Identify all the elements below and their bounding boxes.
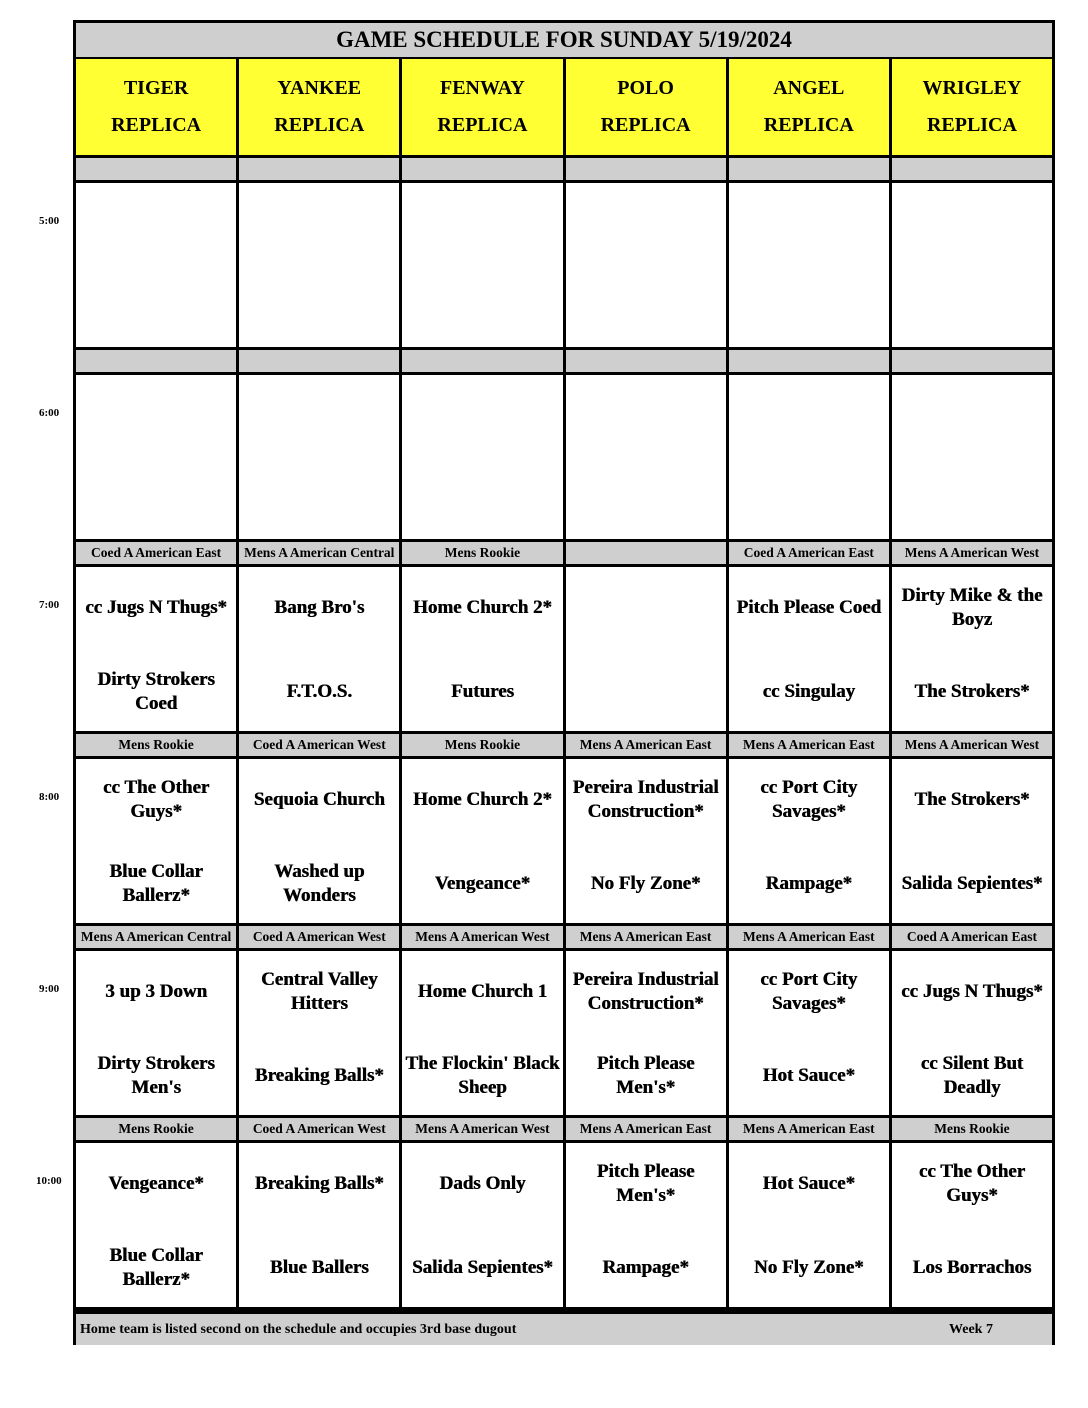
game-row [76, 183, 1052, 347]
away-team [894, 389, 1050, 443]
game-cell [76, 567, 239, 731]
division-label: Mens A American East [729, 926, 892, 948]
home-team: Rampage* [602, 1257, 689, 1278]
field-sub: REPLICA [274, 114, 365, 136]
division-label: Mens A American East [729, 1118, 892, 1140]
game-cell [729, 951, 892, 1115]
field-name: WRIGLEY [922, 77, 1022, 99]
division-label [892, 350, 1052, 372]
division-label [566, 158, 729, 180]
game-cell [892, 183, 1052, 347]
away-team: cc Port City Savages* [760, 777, 858, 822]
game-cell [566, 375, 729, 539]
game-cell [239, 567, 402, 731]
time-label: 7:00 [39, 599, 60, 611]
game-cell [729, 1143, 892, 1307]
division-label [76, 158, 239, 180]
away-team: Pereira Industrial Construction* [572, 777, 719, 822]
time-slot-block [76, 347, 1052, 539]
away-team [731, 197, 887, 251]
home-team [404, 473, 560, 527]
away-team [78, 197, 234, 251]
away-team [78, 389, 234, 443]
away-team [404, 197, 560, 251]
game-cell [239, 375, 402, 539]
home-team [894, 281, 1050, 335]
game-cell [729, 567, 892, 731]
away-team: Home Church 2* [412, 597, 552, 618]
game-row [76, 567, 1052, 731]
time-label: 10:00 [36, 1175, 62, 1187]
division-label [729, 350, 892, 372]
division-label: Mens A American East [566, 734, 729, 756]
game-cell [76, 951, 239, 1115]
home-team: F.T.O.S. [286, 681, 352, 702]
field-header [729, 59, 892, 155]
away-team [731, 389, 887, 443]
away-team: Pitch Please Men's* [596, 1161, 695, 1206]
field-sub: REPLICA [926, 114, 1017, 136]
schedule-footer [76, 1311, 1052, 1345]
home-team: Salida Sepientes* [411, 1257, 553, 1278]
field-sub: REPLICA [111, 114, 202, 136]
time-label: 6:00 [39, 407, 60, 419]
game-cell [402, 375, 565, 539]
away-team: cc Jugs N Thugs* [901, 981, 1043, 1002]
game-cell [566, 567, 729, 731]
home-team [568, 281, 724, 335]
time-slot-block [76, 539, 1052, 731]
division-label: Mens Rookie [402, 542, 565, 564]
away-team [241, 197, 397, 251]
away-team: Hot Sauce* [762, 1173, 855, 1194]
away-team [404, 389, 560, 443]
division-label: Mens A American West [402, 926, 565, 948]
away-team [568, 197, 724, 251]
away-team: cc The Other Guys* [102, 777, 210, 822]
field-header [402, 59, 565, 155]
away-team: Dirty Mike & the Boyz [901, 585, 1043, 630]
home-team [568, 473, 724, 527]
field-header [566, 59, 729, 155]
division-label: Mens A American West [892, 734, 1052, 756]
away-team: Home Church 2* [412, 789, 552, 810]
home-team [241, 281, 397, 335]
game-cell [566, 759, 729, 923]
home-team: Vengeance* [434, 873, 531, 894]
game-cell [239, 1143, 402, 1307]
time-slot-block [76, 1115, 1052, 1307]
division-label [566, 542, 729, 564]
game-cell [239, 951, 402, 1115]
game-cell [729, 759, 892, 923]
division-label [566, 350, 729, 372]
game-cell [402, 183, 565, 347]
game-cell [76, 183, 239, 347]
home-team: The Flockin' Black Sheep [405, 1053, 560, 1098]
away-team: cc Port City Savages* [760, 969, 858, 1014]
game-cell [566, 1143, 729, 1307]
field-sub: REPLICA [600, 114, 691, 136]
home-team [404, 281, 560, 335]
division-label [76, 350, 239, 372]
game-row [76, 759, 1052, 923]
away-team: Pereira Industrial Construction* [572, 969, 719, 1014]
division-label [402, 350, 565, 372]
home-team: Breaking Balls* [254, 1065, 384, 1086]
game-cell [402, 1143, 565, 1307]
home-team: Futures [450, 681, 514, 702]
division-label: Mens Rookie [76, 1118, 239, 1140]
division-label [729, 158, 892, 180]
home-team: Salida Sepientes* [901, 873, 1043, 894]
field-sub: REPLICA [437, 114, 528, 136]
away-team [568, 581, 724, 635]
away-team: Central Valley Hitters [260, 969, 378, 1014]
away-team [241, 389, 397, 443]
division-label: Mens A American East [566, 1118, 729, 1140]
game-cell [892, 759, 1052, 923]
field-sub: REPLICA [763, 114, 854, 136]
home-team: Pitch Please Men's* [596, 1053, 695, 1098]
game-cell [892, 375, 1052, 539]
division-label: Mens A American West [892, 542, 1052, 564]
home-team: No Fly Zone* [753, 1257, 864, 1278]
home-team: Dirty Strokers Coed [97, 669, 215, 714]
home-team: Blue Collar Ballerz* [109, 861, 203, 906]
week-label: Week 7 [949, 1322, 993, 1337]
home-team: Dirty Strokers Men's [97, 1053, 215, 1098]
division-label-row [76, 731, 1052, 759]
field-header-row [76, 59, 1052, 155]
time-label: 5:00 [39, 215, 60, 227]
division-label-row [76, 155, 1052, 183]
away-team: cc The Other Guys* [918, 1161, 1026, 1206]
field-name: POLO [617, 77, 674, 99]
field-name: ANGEL [773, 77, 845, 99]
game-cell [892, 1143, 1052, 1307]
game-cell [729, 375, 892, 539]
division-label: Mens Rookie [892, 1118, 1052, 1140]
time-slot-block [76, 155, 1052, 347]
division-label: Coed A American West [239, 734, 402, 756]
division-label [892, 158, 1052, 180]
game-cell [76, 1143, 239, 1307]
home-team [78, 281, 234, 335]
field-name: FENWAY [440, 77, 525, 99]
schedule-table [73, 20, 1055, 1345]
division-label-row [76, 923, 1052, 951]
home-team: Washed up Wonders [274, 861, 365, 906]
division-label [239, 350, 402, 372]
game-cell [566, 183, 729, 347]
field-name: TIGER [123, 77, 189, 99]
division-label: Mens A American Central [239, 542, 402, 564]
time-label: 9:00 [39, 983, 60, 995]
away-team: Sequoia Church [253, 789, 385, 810]
field-header [76, 59, 239, 155]
division-label: Coed A American West [239, 926, 402, 948]
game-cell [76, 759, 239, 923]
home-team: The Strokers* [914, 681, 1030, 702]
home-team: cc Singulay [762, 681, 855, 702]
home-team: Rampage* [765, 873, 853, 894]
game-cell [76, 375, 239, 539]
home-team: cc Silent But Deadly [920, 1053, 1024, 1098]
game-cell [402, 567, 565, 731]
home-team: Hot Sauce* [762, 1065, 855, 1086]
division-label [402, 158, 565, 180]
home-team [894, 473, 1050, 527]
field-header [892, 59, 1052, 155]
game-cell [239, 759, 402, 923]
home-team: Los Borrachos [912, 1257, 1032, 1278]
schedule-title: GAME SCHEDULE FOR SUNDAY 5/19/2024 [76, 23, 1052, 57]
game-cell [892, 567, 1052, 731]
home-team: Blue Collar Ballerz* [109, 1245, 203, 1290]
home-team [568, 665, 724, 719]
division-label: Coed A American West [239, 1118, 402, 1140]
home-team: Blue Ballers [269, 1257, 369, 1278]
game-cell [729, 183, 892, 347]
division-label-row [76, 1115, 1052, 1143]
game-row [76, 1143, 1052, 1307]
footer-note: Home team is listed second on the schedule and occupies 3rd base dugout [80, 1322, 517, 1337]
division-label [239, 158, 402, 180]
away-team: Breaking Balls* [254, 1173, 384, 1194]
away-team: Home Church 1 [417, 981, 548, 1002]
game-cell [402, 951, 565, 1115]
division-label: Coed A American East [892, 926, 1052, 948]
away-team: Dads Only [439, 1173, 526, 1194]
home-team [731, 281, 887, 335]
game-cell [239, 183, 402, 347]
away-team: The Strokers* [914, 789, 1030, 810]
game-cell [566, 951, 729, 1115]
home-team [78, 473, 234, 527]
division-label: Coed A American East [729, 542, 892, 564]
home-team: No Fly Zone* [590, 873, 701, 894]
division-label-row [76, 347, 1052, 375]
away-team: 3 up 3 Down [105, 981, 208, 1002]
home-team [241, 473, 397, 527]
game-row [76, 375, 1052, 539]
away-team: Vengeance* [108, 1173, 204, 1194]
home-team [731, 473, 887, 527]
game-row [76, 951, 1052, 1115]
away-team [568, 389, 724, 443]
time-slot-block [76, 731, 1052, 923]
division-label-row [76, 539, 1052, 567]
game-cell [892, 951, 1052, 1115]
away-team: cc Jugs N Thugs* [85, 597, 227, 618]
division-label: Mens A American Central [76, 926, 239, 948]
division-label: Mens A American West [402, 1118, 565, 1140]
away-team: Bang Bro's [274, 597, 365, 618]
time-label: 8:00 [39, 791, 60, 803]
away-team: Pitch Please Coed [736, 597, 882, 618]
division-label: Mens Rookie [402, 734, 565, 756]
division-label: Coed A American East [76, 542, 239, 564]
division-label: Mens Rookie [76, 734, 239, 756]
division-label: Mens A American East [729, 734, 892, 756]
division-label: Mens A American East [566, 926, 729, 948]
field-name: YANKEE [277, 77, 362, 99]
away-team [894, 197, 1050, 251]
field-header [239, 59, 402, 155]
time-slot-block [76, 923, 1052, 1115]
game-cell [402, 759, 565, 923]
